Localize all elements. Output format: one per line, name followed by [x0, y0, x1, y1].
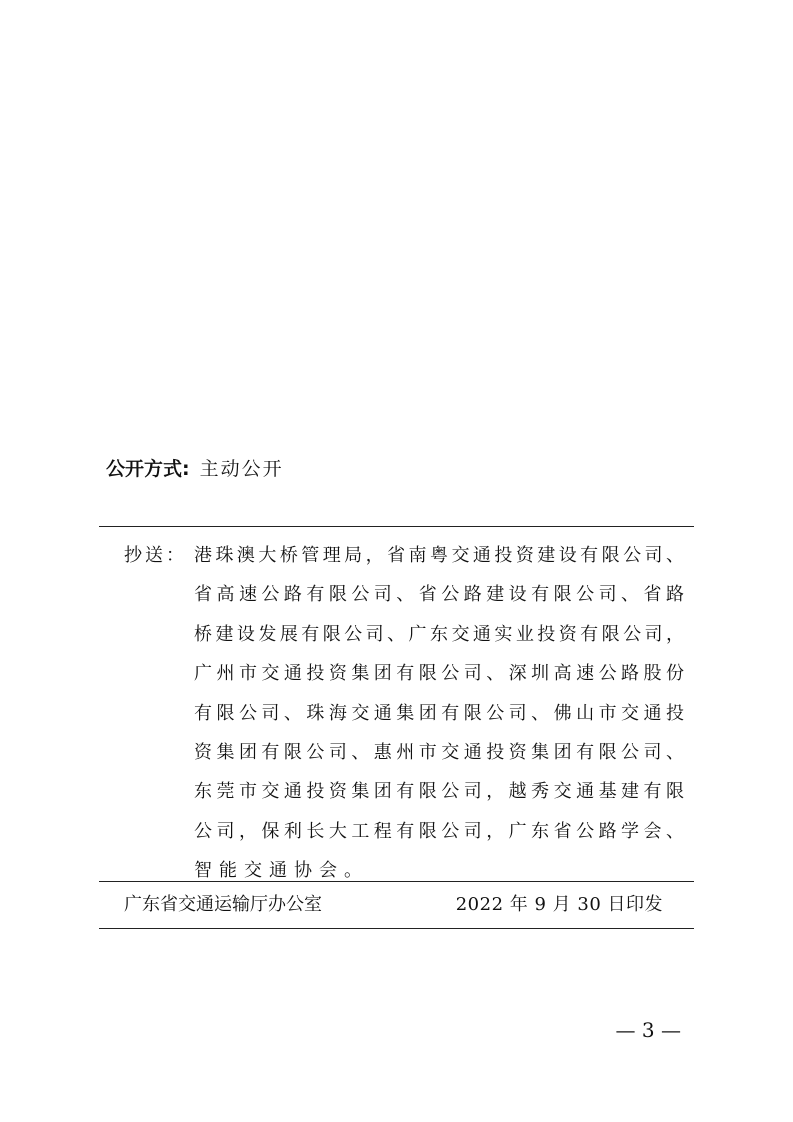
- disclosure-label: 公开方式:: [106, 458, 190, 480]
- cc-recipients: [194, 536, 684, 891]
- cc-line-6: 资集团有限公司、惠州市交通投资集团有限公司、: [194, 741, 684, 763]
- issue-date: 2022 年 9 月 30 日印发: [455, 894, 663, 915]
- cc-line-3: 桥建设发展有限公司、广东交通实业投资有限公司，: [194, 623, 684, 645]
- disclosure-method: [106, 455, 284, 483]
- top-divider: [99, 526, 694, 527]
- cc-line-2: 省高速公路有限公司、省公路建设有限公司、省路: [194, 584, 684, 606]
- bottom-divider: [99, 928, 694, 929]
- cc-line-4: 广州市交通投资集团有限公司、深圳高速公路股份: [194, 663, 684, 685]
- cc-line-8: 公司，保利长大工程有限公司，广东省公路学会、: [194, 820, 684, 842]
- page-number: — 3 —: [615, 1018, 681, 1042]
- middle-divider: [99, 881, 694, 882]
- cc-line-7: 东莞市交通投资集团有限公司，越秀交通基建有限: [194, 781, 684, 803]
- cc-line-1: 港珠澳大桥管理局，省南粤交通投资建设有限公司、: [194, 545, 684, 566]
- disclosure-value: 主动公开: [199, 458, 284, 480]
- issuing-office: 广东省交通运输厅办公室: [124, 894, 322, 915]
- cc-line-9: 智能交通协会。: [194, 860, 369, 882]
- cc-prefix: 抄送：: [124, 545, 187, 566]
- cc-line-5: 有限公司、珠海交通集团有限公司、佛山市交通投: [194, 702, 684, 724]
